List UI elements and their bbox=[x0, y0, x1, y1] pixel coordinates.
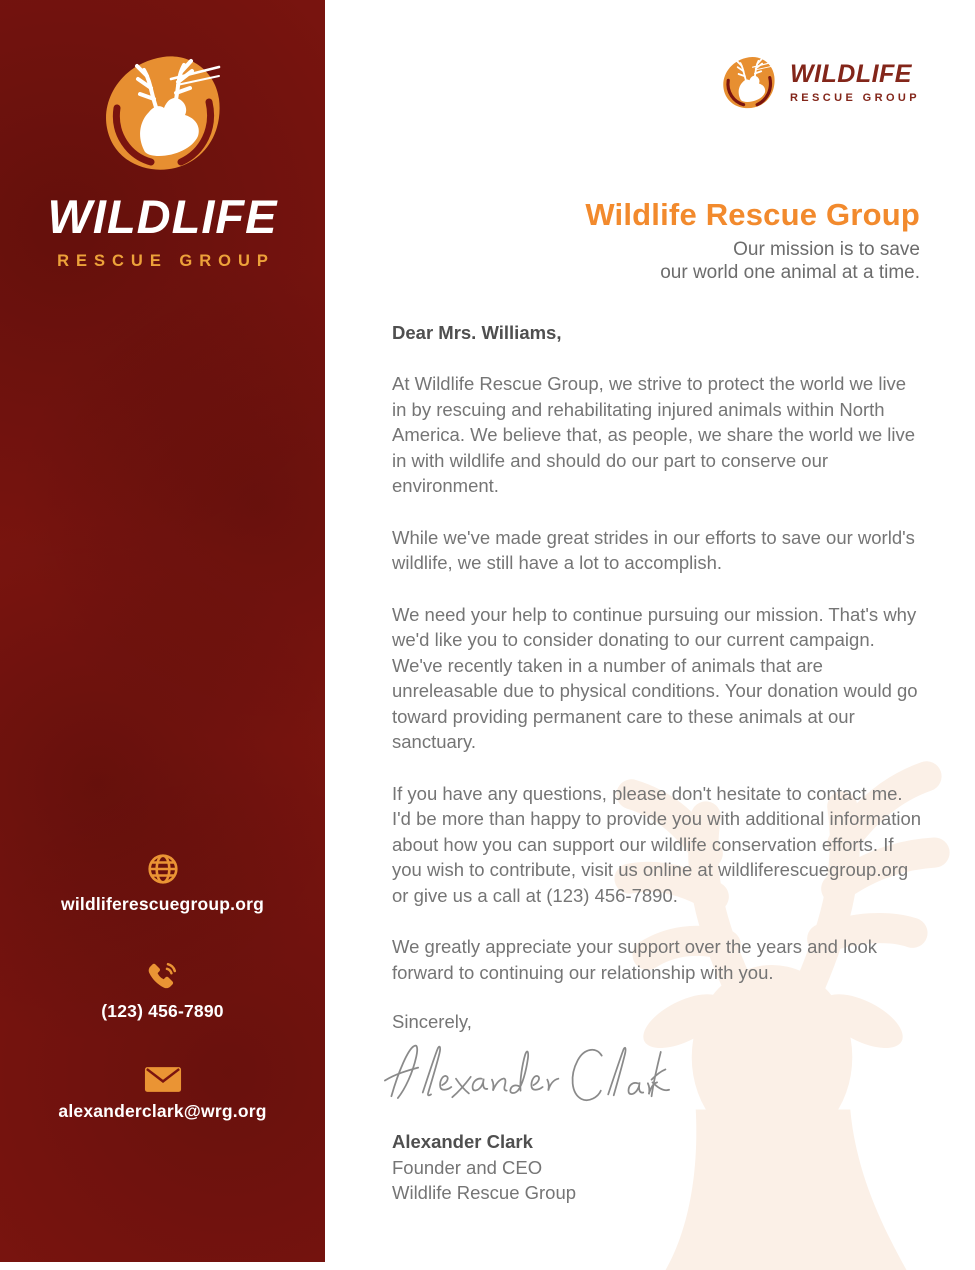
mail-icon bbox=[144, 1071, 182, 1088]
mission-statement bbox=[585, 238, 920, 285]
title-block bbox=[585, 197, 920, 285]
closing: Sincerely, bbox=[392, 1011, 472, 1032]
header-brand-text bbox=[790, 62, 920, 104]
header-brand-name: WILDLIFE bbox=[789, 60, 912, 88]
header-brand-tagline: RESCUE GROUP bbox=[789, 92, 920, 104]
header-brand bbox=[721, 55, 920, 111]
greeting: Dear Mrs. Williams, bbox=[392, 322, 562, 343]
email-text: alexanderclark@wrg.org bbox=[58, 1101, 267, 1121]
paragraph-5: We greatly appreciate your support over the years and look forward to continuing our relationship with you. bbox=[392, 936, 878, 983]
phone-text: (123) 456-7890 bbox=[101, 1001, 224, 1021]
mission-line-2: our world one animal at a time. bbox=[660, 262, 920, 284]
paragraph-2: While we've made great strides in our efforts to save our world's wildlife, we still have a lot to accomplish. bbox=[392, 526, 915, 573]
phone-icon bbox=[146, 967, 180, 984]
deer-blob-logo-icon bbox=[721, 55, 777, 111]
letter-body bbox=[392, 322, 924, 1206]
letter-page bbox=[325, 0, 975, 1262]
sidebar-brand-name: WILDLIFE bbox=[47, 190, 278, 243]
signature-script bbox=[384, 1037, 670, 1113]
sidebar-brand-tagline: RESCUE GROUP bbox=[57, 252, 275, 270]
paragraph-3: We need your help to continue pursuing our mission. That's why we'd like you to consider donating to our current campaign. We've recently taken in a number of animals that are unreleasable due to physical conditions. Your donation would go toward providing permanent care to these animals at our sanctuary. bbox=[392, 603, 918, 752]
page-title: Wildlife Rescue Group bbox=[585, 197, 920, 232]
contact-phone bbox=[0, 959, 325, 1022]
deer-blob-logo-icon bbox=[101, 52, 225, 176]
signer-name: Alexander Clark bbox=[392, 1131, 533, 1152]
sidebar bbox=[0, 0, 325, 1262]
sidebar-logo-block bbox=[0, 52, 325, 271]
globe-icon bbox=[146, 860, 180, 877]
sidebar-contact-block bbox=[0, 852, 325, 1122]
mission-line-1: Our mission is to save bbox=[733, 238, 920, 260]
paragraph-4: If you have any questions, please don't hesitate to contact me. I'd be more than happy to provide you with additional information about how you can support our wildlife conservation efforts. If you wish to contribute, visit us online at wildliferescuegroup.org or give us a call at (123) 456-7890. bbox=[392, 782, 922, 906]
contact-email bbox=[0, 1066, 325, 1122]
paragraph-1: At Wildlife Rescue Group, we strive to protect the world we live in by rescuing and rehabilitating injured animals within North America. We believe that, as people, we share the world we live in with wildlife and should do our part to conserve our environment. bbox=[392, 373, 916, 496]
contact-website bbox=[0, 852, 325, 915]
website-text: wildliferescuegroup.org bbox=[61, 894, 264, 914]
signer-organization: Wildlife Rescue Group bbox=[392, 1182, 577, 1203]
signer-title: Founder and CEO bbox=[392, 1156, 543, 1178]
